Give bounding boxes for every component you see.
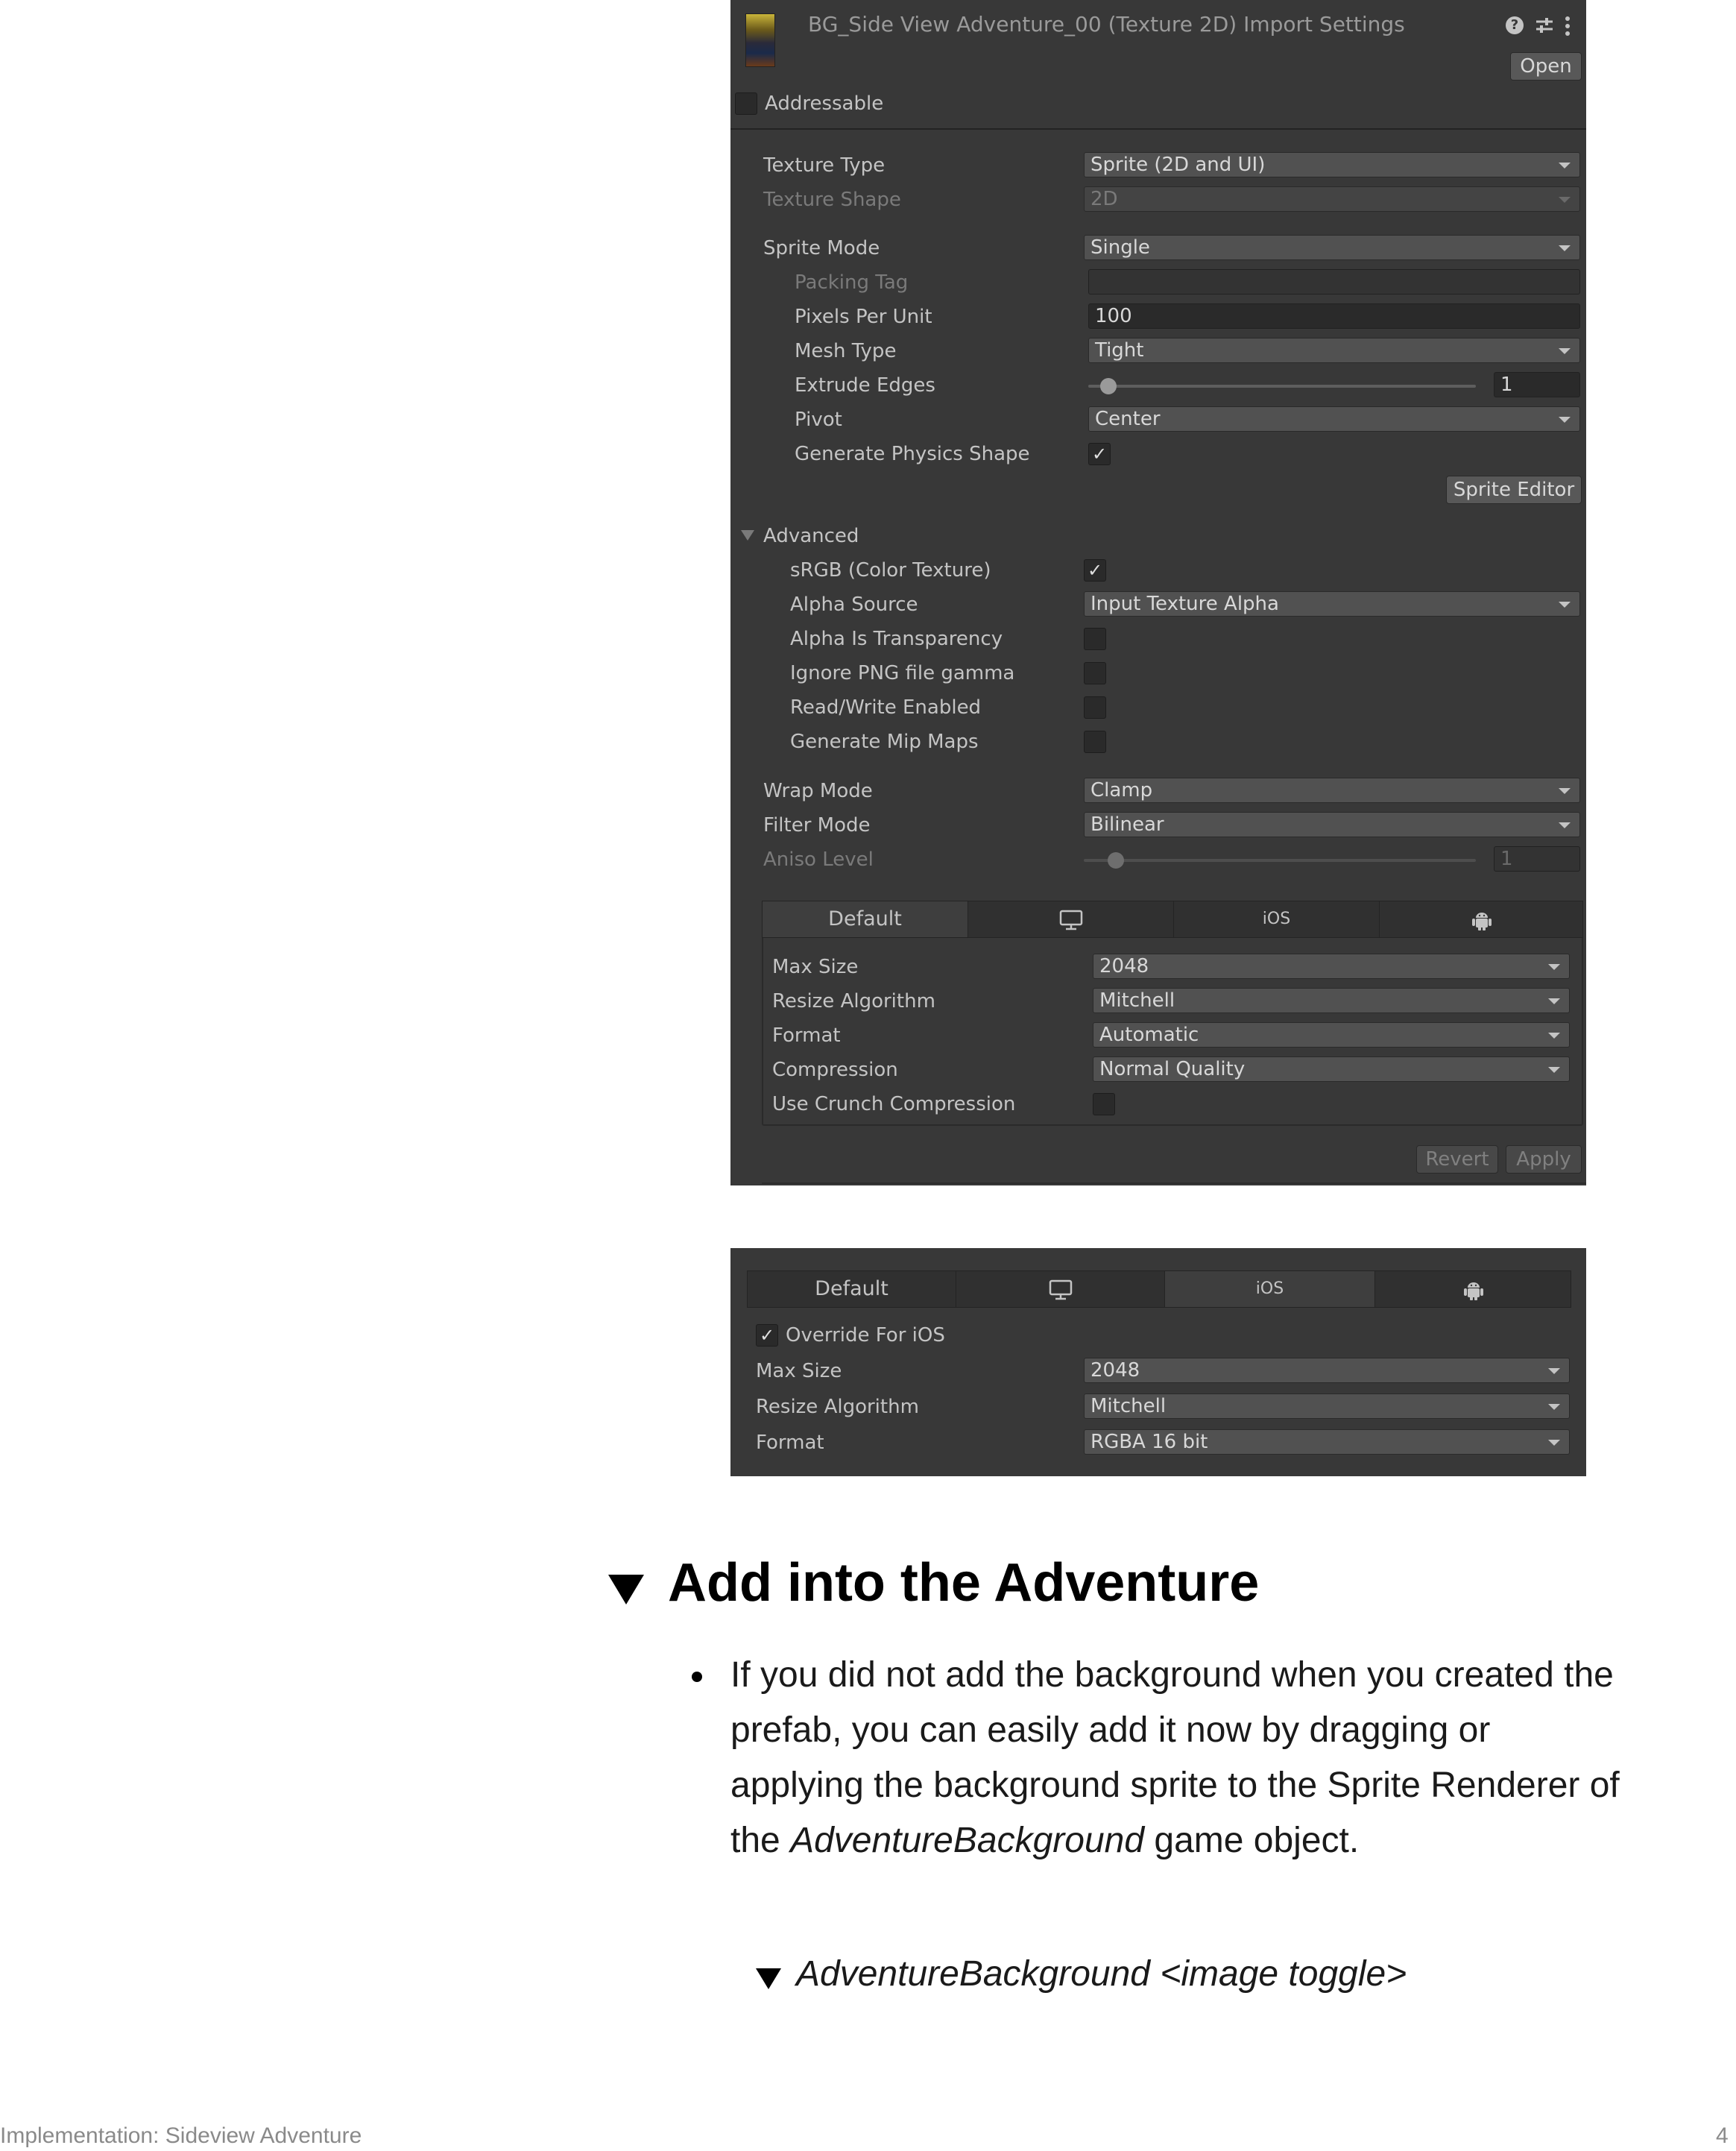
max-size-dropdown[interactable]: 2048 <box>1093 954 1570 979</box>
resize-algorithm-dropdown[interactable]: Mitchell <box>1093 988 1570 1013</box>
override-ios-checkbox[interactable] <box>756 1324 778 1347</box>
pivot-dropdown[interactable]: Center <box>1088 406 1580 432</box>
more-vert-icon[interactable] <box>1564 15 1571 37</box>
ignore-png-gamma-checkbox[interactable] <box>1084 662 1106 684</box>
tab-android[interactable] <box>1375 1271 1572 1307</box>
tab-android[interactable] <box>1380 901 1584 937</box>
addressable-label: Addressable <box>765 92 884 115</box>
ios-format-label: Format <box>756 1432 824 1454</box>
crunch-compression-checkbox[interactable] <box>1093 1093 1115 1115</box>
mesh-type-label: Mesh Type <box>795 340 897 362</box>
aniso-level-field: 1 <box>1494 846 1580 872</box>
extrude-edges-slider-track[interactable] <box>1088 385 1476 388</box>
ios-override-panel <box>730 1248 1586 1476</box>
aniso-level-slider-track <box>1084 859 1476 862</box>
checkmark-icon: ✓ <box>759 1325 775 1346</box>
aniso-level-label: Aniso Level <box>763 848 874 871</box>
tab-ios[interactable]: iOS <box>1174 901 1380 937</box>
extrude-edges-slider-knob[interactable] <box>1100 378 1117 394</box>
wrap-mode-label: Wrap Mode <box>763 780 873 802</box>
object-name: AdventureBackground <box>790 1821 1145 1860</box>
compression-label: Compression <box>772 1059 898 1081</box>
pixels-per-unit-field[interactable]: 100 <box>1088 303 1580 329</box>
alpha-is-transparency-checkbox[interactable] <box>1084 628 1106 650</box>
android-icon <box>1471 909 1493 931</box>
open-button[interactable]: Open <box>1510 52 1582 81</box>
import-settings-panel <box>730 0 1586 1185</box>
compression-dropdown[interactable]: Normal Quality <box>1093 1056 1570 1082</box>
ios-format-dropdown[interactable]: RGBA 16 bit <box>1084 1429 1570 1455</box>
revert-button[interactable]: Revert <box>1416 1145 1498 1174</box>
monitor-icon <box>1059 910 1083 930</box>
pixels-per-unit-label: Pixels Per Unit <box>795 306 932 328</box>
packing-tag-label: Packing Tag <box>795 271 909 294</box>
page-number: 4 <box>1716 2123 1729 2148</box>
ignore-png-gamma-label: Ignore PNG file gamma <box>790 662 1015 684</box>
generate-physics-shape-label: Generate Physics Shape <box>795 443 1030 465</box>
extrude-edges-field[interactable]: 1 <box>1494 372 1580 397</box>
ios-platform-tabs <box>747 1270 1571 1308</box>
list-item: If you did not add the background when you created the prefab, you can easily add it now by dragging or applying the background sprite to the Sprite Renderer of the AdventureBackground game object. <box>730 1655 1620 1860</box>
tab-ios[interactable]: iOS <box>1165 1271 1375 1307</box>
ios-max-size-label: Max Size <box>756 1360 842 1382</box>
aniso-level-slider-knob <box>1108 852 1124 869</box>
packing-tag-field <box>1088 269 1580 295</box>
tab-default[interactable]: Default <box>763 901 968 937</box>
mip-maps-label: Generate Mip Maps <box>790 731 979 753</box>
inspector-title: BG_Side View Adventure_00 (Texture 2D) Import Settings <box>808 12 1405 37</box>
texture-type-label: Texture Type <box>763 154 886 177</box>
filter-mode-dropdown[interactable]: Bilinear <box>1084 812 1580 837</box>
srgb-label: sRGB (Color Texture) <box>790 559 991 582</box>
checkmark-icon: ✓ <box>1087 560 1103 581</box>
sprite-editor-button[interactable]: Sprite Editor <box>1446 476 1582 504</box>
filter-mode-label: Filter Mode <box>763 814 871 837</box>
header-divider <box>730 128 1586 130</box>
list-bullet <box>692 1672 702 1682</box>
advanced-foldout-icon[interactable] <box>741 530 754 541</box>
sprite-mode-label: Sprite Mode <box>763 237 880 259</box>
sprite-mode-dropdown[interactable]: Single <box>1084 235 1580 260</box>
apply-button[interactable]: Apply <box>1506 1145 1582 1174</box>
sliders-icon[interactable] <box>1534 15 1555 36</box>
pivot-label: Pivot <box>795 409 842 431</box>
alpha-source-label: Alpha Source <box>790 593 918 616</box>
read-write-checkbox[interactable] <box>1084 696 1106 719</box>
format-label: Format <box>772 1024 841 1047</box>
ios-resize-algorithm-dropdown[interactable]: Mitchell <box>1084 1393 1570 1419</box>
format-dropdown[interactable]: Automatic <box>1093 1022 1570 1048</box>
tab-standalone[interactable] <box>956 1271 1165 1307</box>
checkmark-icon: ✓ <box>1091 444 1108 464</box>
monitor-icon <box>1049 1279 1073 1300</box>
override-ios-label: Override For iOS <box>786 1324 945 1347</box>
extrude-edges-label: Extrude Edges <box>795 374 935 397</box>
max-size-label: Max Size <box>772 956 859 978</box>
resize-algorithm-label: Resize Algorithm <box>772 990 935 1012</box>
ios-max-size-dropdown[interactable]: 2048 <box>1084 1358 1570 1383</box>
tab-standalone[interactable] <box>968 901 1174 937</box>
wrap-mode-dropdown[interactable]: Clamp <box>1084 778 1580 803</box>
alpha-is-transparency-label: Alpha Is Transparency <box>790 628 1003 650</box>
addressable-checkbox[interactable] <box>735 92 757 115</box>
texture-type-dropdown[interactable]: Sprite (2D and UI) <box>1084 152 1580 177</box>
section-toggle-icon[interactable] <box>608 1575 644 1604</box>
android-icon <box>1462 1279 1485 1301</box>
texture-shape-label: Texture Shape <box>763 189 901 211</box>
tab-default[interactable]: Default <box>748 1271 956 1307</box>
platform-tabs <box>762 901 1583 938</box>
ios-resize-algorithm-label: Resize Algorithm <box>756 1396 919 1418</box>
texture-shape-dropdown: 2D <box>1084 186 1580 212</box>
mesh-type-dropdown[interactable]: Tight <box>1088 338 1580 363</box>
generate-physics-shape-checkbox[interactable] <box>1088 443 1111 465</box>
read-write-label: Read/Write Enabled <box>790 696 982 719</box>
alpha-source-dropdown[interactable]: Input Texture Alpha <box>1084 591 1580 617</box>
footer-title: Implementation: Sideview Adventure <box>0 2123 362 2148</box>
advanced-foldout-label[interactable]: Advanced <box>763 525 859 547</box>
sub-toggle-icon[interactable] <box>756 1968 781 1989</box>
sub-toggle-label[interactable]: AdventureBackground <image toggle> <box>796 1954 1407 1994</box>
mip-maps-checkbox[interactable] <box>1084 731 1106 753</box>
section-heading: Add into the Adventure <box>668 1553 1260 1613</box>
help-icon[interactable]: ? <box>1506 16 1524 34</box>
crunch-compression-label: Use Crunch Compression <box>772 1093 1016 1115</box>
footer-divider <box>762 1182 1586 1184</box>
srgb-checkbox[interactable] <box>1084 559 1106 582</box>
texture-thumbnail <box>745 13 775 67</box>
